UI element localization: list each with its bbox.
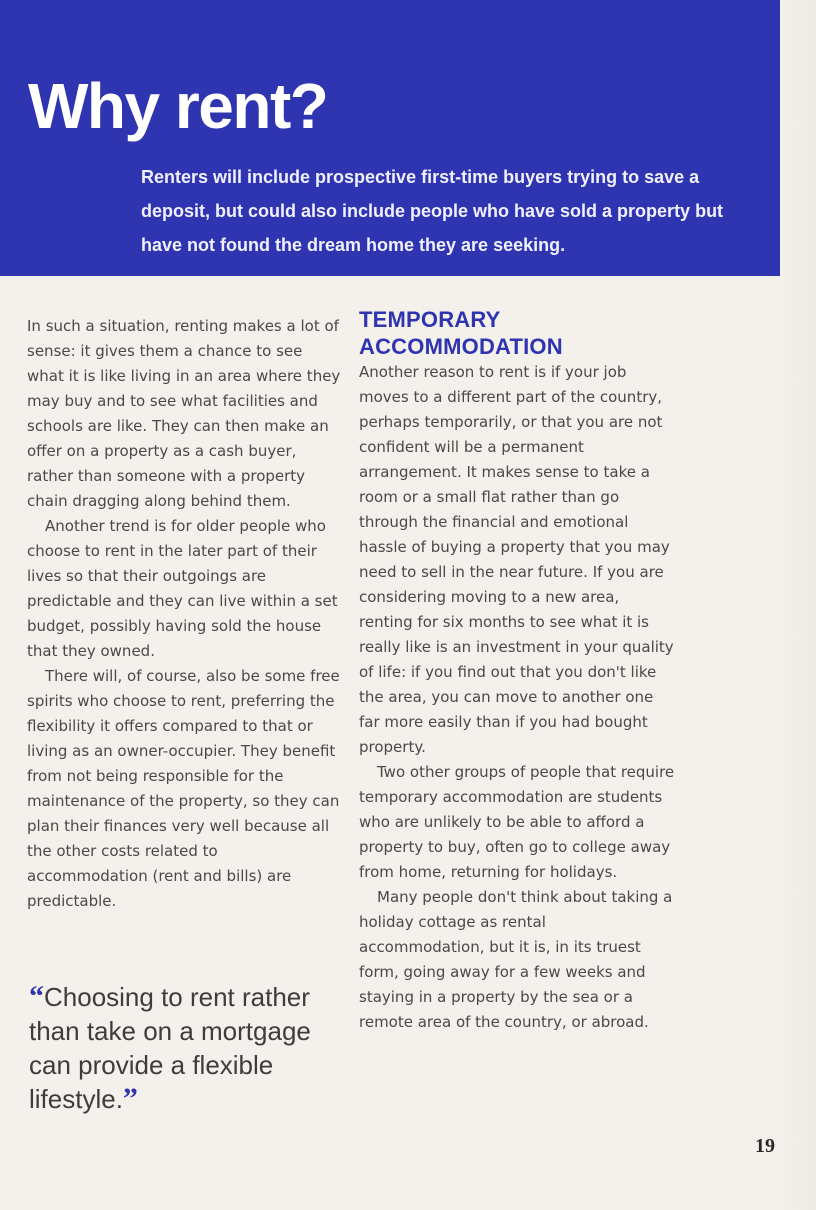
pull-quote-text: Choosing to rent rather than take on a mortgage can provide a flexible lifestyle. [29,982,311,1114]
right-paragraph-2: Two other groups of people that require temporary accommodation are students who are unlikely to be able to afford a property to buy, often go to college away from home, returning for holidays. [359,763,675,881]
pull-quote [29,980,329,1116]
right-paragraph-3: Many people don't think about taking a holiday cottage as rental accommodation, but it is, in its truest form, going away for a few weeks and staying in a property by the sea or a remote area of the country, or abroad. [359,888,673,1031]
right-article-column [359,306,675,1035]
left-article-column [27,314,343,914]
intro-paragraph: Renters will include prospective first-time buyers trying to save a deposit, but could also include people who have sold a property but have not found the dream home they are seeking. [141,167,724,255]
open-quote-mark: “ [29,980,44,1013]
left-paragraph-3: There will, of course, also be some free spirits who choose to rent, preferring the flexibility it offers compared to that or living as an owner-occupier. They benefit from not being responsible for the maintenance of the property, so they can plan their finances very well because all the other costs related to accommodation (rent and bills) are predictable. [27,667,340,910]
left-paragraph-2: Another trend is for older people who choose to rent in the later part of their lives so that their outgoings are predictable and they can live within a set budget, possibly having sold the house that they owned. [27,517,338,660]
right-paragraph-1: Another reason to rent is if your job moves to a different part of the country, perhaps temporarily, or that you are not confident will be a permanent arrangement. It makes sense to take a room or a small flat rather than go through the financial and emotional hassle of buying a property that you may need to sell in the near future. If you are considering moving to a new area, renting for six months to see what it is really like is an investment in your quality of life: if you find out that you don't like the area, you can move to another one far more easily than if you had bought property. [359,363,674,756]
left-paragraph-1: In such a situation, renting makes a lot of sense: it gives them a chance to see what it is like living in an area where they may buy and to see what facilities and schools are like. They can then make an offer on a property as a cash buyer, rather than someone with a property chain dragging along behind them. [27,317,341,510]
close-quote-mark: ” [122,1082,138,1115]
page-title: Why rent? [28,70,328,142]
temporary-accommodation-heading: TEMPORARY ACCOMMODATION [359,307,563,359]
blue-header-banner [0,0,780,276]
page-number: 19 [755,1135,775,1157]
page-edge-shadow [778,0,816,1210]
